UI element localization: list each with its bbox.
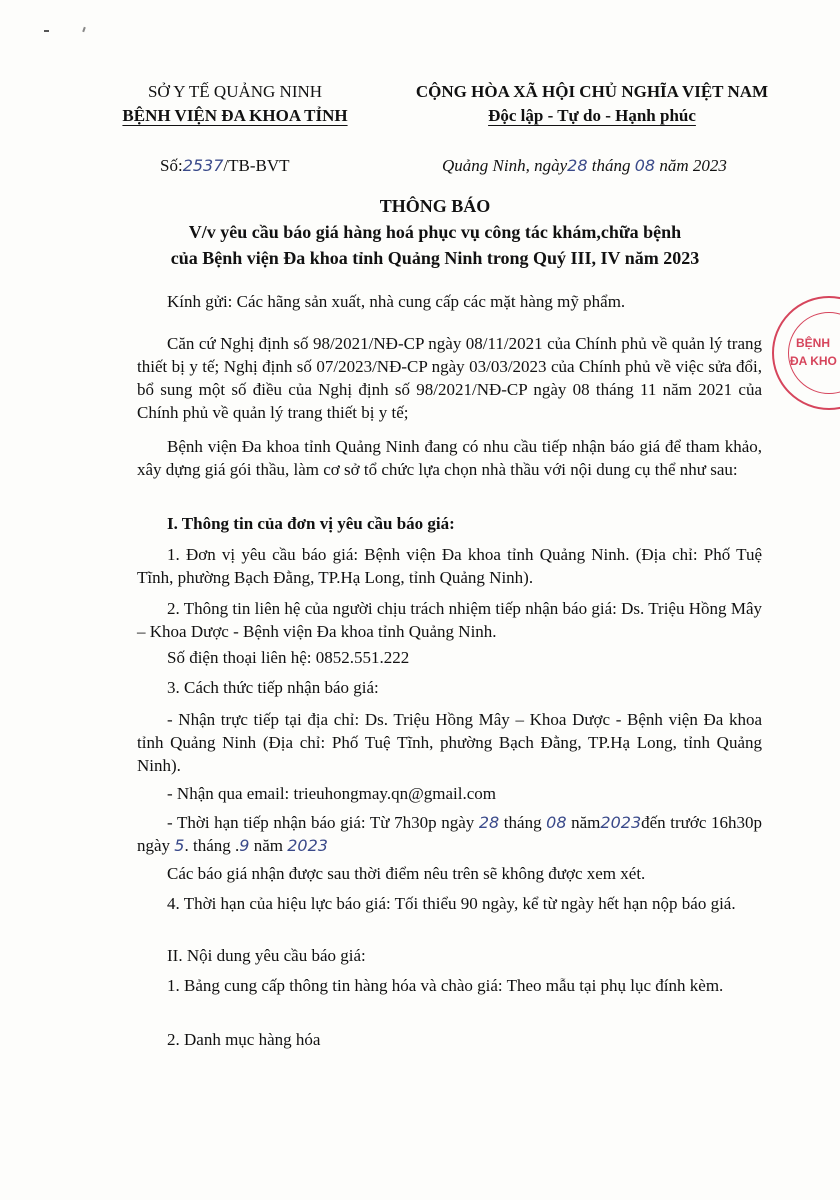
section1-item2: 2. Thông tin liên hệ của người chịu trách nhiệm tiếp nhận báo giá: Ds. Triệu Hồng Mây – Khoa Dược - Bệnh viện Đa khoa tỉnh Quảng Ninh. <box>137 599 762 641</box>
issuer-name: BỆNH VIỆN ĐA KHOA TỈNH <box>122 106 348 125</box>
number-suffix: /TB-BVT <box>223 156 290 175</box>
section2-item2: 2. Danh mục hàng hóa <box>167 1030 321 1049</box>
email-submission: - Nhận qua email: trieuhongmay.qn@gmail.com <box>167 784 496 803</box>
section2-item1: 1. Bảng cung cấp thông tin hàng hóa và chào giá: Theo mẫu tại phụ lục đính kèm. <box>167 976 724 995</box>
issuer-block <box>95 80 375 128</box>
submission-deadline: - Thời hạn tiếp nhận báo giá: Từ 7h30p ngày 28 tháng 08 năm2023đến trước 16h30p ngày 5. tháng .9 năm 2023 <box>137 813 762 855</box>
section1-heading: I. Thông tin của đơn vị yêu cầu báo giá: <box>167 514 455 533</box>
document-number <box>160 156 290 176</box>
notice-title: THÔNG BÁO <box>379 196 491 216</box>
section1-item1: 1. Đơn vị yêu cầu báo giá: Bệnh viện Đa khoa tỉnh Quảng Ninh. (Địa chỉ: Phố Tuệ Tĩnh, phường Bạch Đằng, TP.Hạ Long, tỉnh Quảng Ninh). <box>137 545 762 587</box>
document-date <box>442 156 727 176</box>
section1-item3: 3. Cách thức tiếp nhận báo giá: <box>167 678 379 697</box>
notice-subject-line1: V/v yêu cầu báo giá hàng hoá phục vụ công tác khám,chữa bệnh <box>188 222 682 242</box>
contact-phone: Số điện thoại liên hệ: 0852.551.222 <box>167 648 410 667</box>
direct-submission: - Nhận trực tiếp tại địa chỉ: Ds. Triệu Hồng Mây – Khoa Dược - Bệnh viện Đa khoa tỉnh Quảng Ninh (Địa chỉ: Phố Tuệ Tĩnh, phường Bạch Đằng, TP.Hạ Long, tỉnh Quảng Ninh). <box>137 710 762 775</box>
date-month-label: tháng <box>591 156 631 175</box>
national-motto: Độc lập - Tự do - Hạnh phúc <box>488 106 696 125</box>
national-heading <box>392 80 792 128</box>
number-prefix: Số: <box>160 156 183 175</box>
section1-item4: 4. Thời hạn của hiệu lực báo giá: Tối thiểu 90 ngày, kể từ ngày hết hạn nộp báo giá. <box>167 894 736 913</box>
legal-basis-paragraph: Căn cứ Nghị định số 98/2021/NĐ-CP ngày 08/11/2021 của Chính phủ về quản lý trang thiết bị y tế; Nghị định số 07/2023/NĐ-CP ngày 03/03/2023 của Chính phủ về việc sửa đổi, bổ sung một số điều của Nghị định số 98/2021/NĐ-CP ngày 08 tháng 11 năm 2021 của Chính phủ về quản lý trang thiết bị y tế; <box>137 334 762 422</box>
date-month: 08 <box>634 156 656 175</box>
section2-heading: II. Nội dung yêu cầu báo giá: <box>167 946 366 965</box>
issuer-parent: SỞ Y TẾ QUẢNG NINH <box>147 82 323 101</box>
date-day: 28 <box>567 156 588 175</box>
notice-subject-line2: của Bệnh viện Đa khoa tỉnh Quảng Ninh trong Quý III, IV năm 2023 <box>170 248 700 268</box>
date-year: năm 2023 <box>659 156 727 175</box>
recipient-line: Kính gửi: Các hãng sản xuất, nhà cung cấp các mặt hàng mỹ phẩm. <box>167 292 626 311</box>
date-prefix: Quảng Ninh, ngày <box>442 156 568 175</box>
seal-text-line2: ĐA KHO <box>790 354 837 368</box>
seal-text-line1: BỆNH <box>796 336 831 350</box>
purpose-paragraph: Bệnh viện Đa khoa tỉnh Quảng Ninh đang có nhu cầu tiếp nhận báo giá để tham khảo, xây dựng giá gói thầu, làm cơ sở tổ chức lựa chọn nhà thầu với nội dung cụ thể như sau: <box>137 437 762 479</box>
official-seal <box>772 296 840 410</box>
scan-mark <box>82 27 86 32</box>
number-handwritten: 2537 <box>182 156 224 175</box>
country-name: CỘNG HÒA XÃ HỘI CHỦ NGHĨA VIỆT NAM <box>415 82 769 101</box>
scan-mark <box>44 30 49 32</box>
late-submission-note: Các báo giá nhận được sau thời điểm nêu trên sẽ không được xem xét. <box>167 864 646 883</box>
